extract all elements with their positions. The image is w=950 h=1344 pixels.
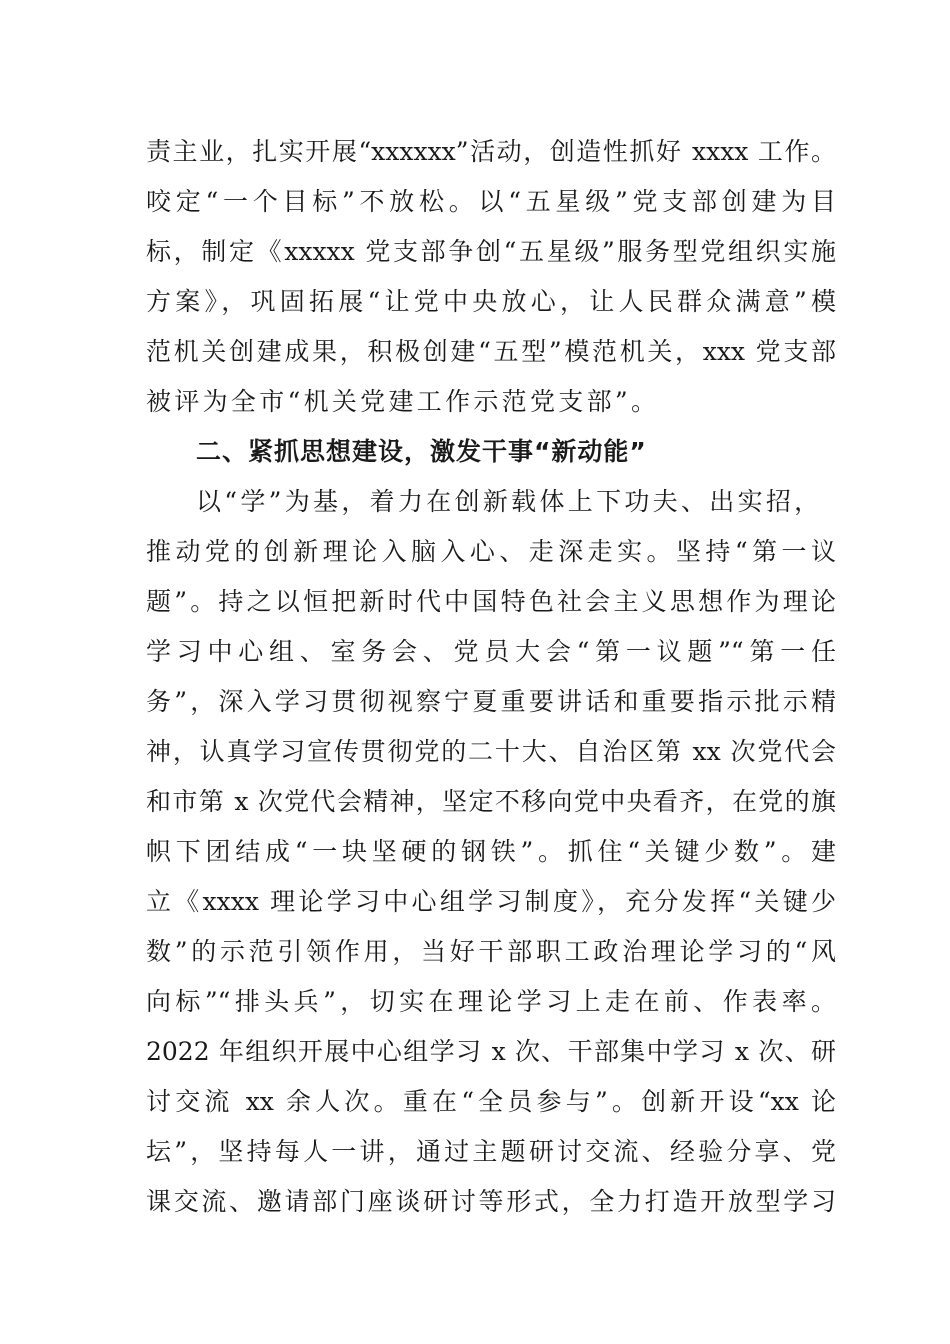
text-line: 推动党的创新理论入脑入心、走深走实。坚持“第一议 [146,537,836,566]
text-line: 题”。持之以恒把新时代中国特色社会主义思想作为理论 [146,587,836,616]
text-line: 务”，深入学习贯彻视察宁夏重要讲话和重要指示批示精 [146,687,836,716]
text-line: 2022 年组织开展中心组学习 x 次、干部集中学习 x 次、研 [146,1037,836,1066]
document-body [146,127,836,1227]
text-line: 学习中心组、室务会、党员大会“第一议题”“第一任 [146,637,836,666]
text-line: 讨交流 xx 余人次。重在“全员参与”。创新开设“xx 论 [146,1087,836,1116]
text-line: 范机关创建成果，积极创建“五型”模范机关，xxx 党支部 [146,337,836,366]
section-heading: 二、紧抓思想建设，激发干事“新动能” [196,437,647,466]
text-line: 标，制定《xxxxx 党支部争创“五星级”服务型党组织实施 [146,237,836,266]
text-line: 和市第 x 次党代会精神，坚定不移向党中央看齐，在党的旗 [146,787,836,816]
text-line: 被评为全市“机关党建工作示范党支部”。 [146,387,660,416]
paragraph-first-line: 以“学”为基，着力在创新载体上下功夫、出实招， [196,487,823,516]
text-line: 向标”“排头兵”，切实在理论学习上走在前、作表率。 [146,987,836,1016]
text-line: 课交流、邀请部门座谈研讨等形式，全力打造开放型学习 [146,1187,836,1216]
text-line: 方案》，巩固拓展“让党中央放心，让人民群众满意”模 [146,287,836,316]
text-line: 数”的示范引领作用，当好干部职工政治理论学习的“风 [146,937,836,966]
text-line: 坛”，坚持每人一讲，通过主题研讨交流、经验分享、党 [146,1137,836,1166]
text-line: 责主业，扎实开展“xxxxxx”活动，创造性抓好 xxxx 工作。 [146,137,836,166]
text-line: 立《xxxx 理论学习中心组学习制度》，充分发挥“关键少 [146,887,836,916]
text-line: 神，认真学习宣传贯彻党的二十大、自治区第 xx 次党代会 [146,737,836,766]
text-line: 帜下团结成“一块坚硬的钢铁”。抓住“关键少数”。建 [146,837,836,866]
text-line: 咬定“一个目标”不放松。以“五星级”党支部创建为目 [146,187,836,216]
